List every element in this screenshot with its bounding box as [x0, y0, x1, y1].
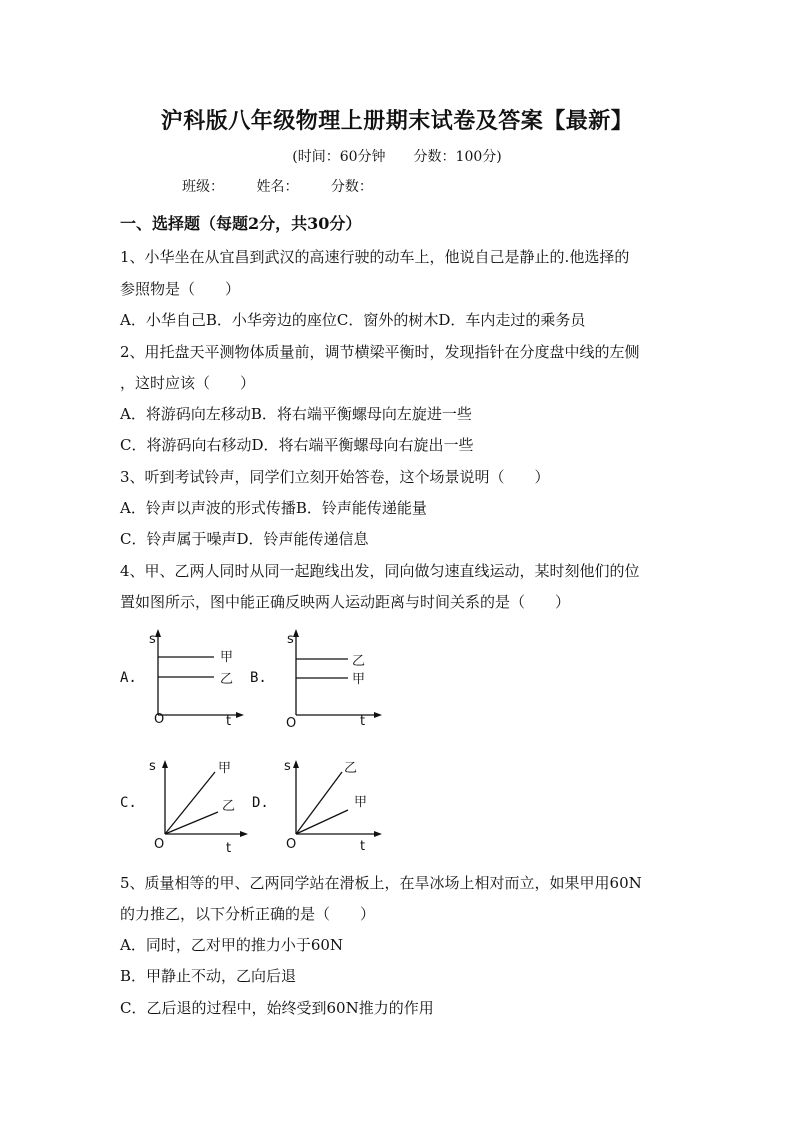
class-label: 班级： [182, 179, 224, 195]
origin-label: O [154, 712, 165, 727]
question-3-options-ab: A．铃声以声波的形式传播B．铃声能传递能量 [120, 499, 427, 517]
series-label-lower: 甲 [354, 795, 368, 810]
student-info [182, 176, 401, 196]
question-4-line-1: 4、甲、乙两人同时从同一起跑线出发，同向做匀速直线运动，某时刻他们的位 [120, 562, 640, 580]
line-upper [296, 772, 342, 834]
question-5-option-a: A．同时，乙对甲的推力小于60N [120, 936, 344, 954]
x-axis-arrow [240, 831, 248, 837]
name-label: 姓名： [256, 179, 299, 195]
question-2-line-1: 2、用托盘天平测物体质量前，调节横梁平衡时，发现指针在分度盘中线的左侧 [120, 343, 640, 361]
origin-label: O [286, 716, 297, 731]
y-axis-arrow [293, 760, 299, 768]
question-2-line-2: ，这时应该（ ） [120, 374, 256, 392]
question-5-option-b: B．甲静止不动，乙向后退 [120, 967, 297, 985]
x-axis-label: t [360, 839, 366, 854]
graph-option-c [140, 752, 250, 857]
question-2-options-cd: C．将游码向右移动D．将右端平衡螺母向右旋出一些 [120, 436, 474, 454]
y-axis-arrow [155, 629, 161, 637]
x-axis-label: t [226, 714, 232, 729]
x-axis-label: t [360, 714, 366, 729]
series-label-lower: 乙 [222, 799, 236, 814]
graph-option-d [278, 752, 388, 857]
series-label-lower: 甲 [352, 672, 366, 687]
option-b-label: B. [250, 670, 267, 686]
y-axis-label: s [284, 759, 291, 774]
x-axis-arrow [374, 712, 382, 718]
question-3-options-cd: C．铃声属于噪声D．铃声能传递信息 [120, 530, 369, 548]
series-label-lower: 乙 [220, 672, 234, 687]
line-lower [296, 810, 348, 834]
question-1-line-2: 参照物是（ ） [120, 280, 241, 298]
origin-label: O [286, 837, 297, 852]
y-axis-label: s [287, 632, 294, 647]
section-heading: 一、选择题（每题2分，共30分） [120, 214, 362, 233]
series-label-upper: 甲 [220, 650, 234, 665]
question-5-option-c: C．乙后退的过程中，始终受到60N推力的作用 [120, 999, 434, 1017]
series-label-upper: 乙 [352, 654, 366, 669]
series-label-upper: 甲 [218, 761, 232, 776]
total-score: 分数：100分) [413, 149, 502, 165]
origin-label: O [154, 837, 165, 852]
series-label-upper: 乙 [344, 761, 358, 776]
page-title: 沪科版八年级物理上册期末试卷及答案【最新】 [160, 108, 634, 134]
question-5-line-1: 5、质量相等的甲、乙两同学站在滑板上，在旱冰场上相对而立，如果甲用60N [120, 874, 642, 892]
question-4-line-2: 置如图所示，图中能正确反映两人运动距离与时间关系的是（ ） [120, 593, 571, 611]
y-axis-label: s [149, 632, 156, 647]
x-axis-arrow [236, 712, 244, 718]
graph-option-b [278, 625, 388, 730]
question-2-options-ab: A．将游码向左移动B．将右端平衡螺母向左旋进一些 [120, 405, 472, 423]
time-limit: (时间：60分钟 [292, 149, 386, 165]
graph-option-a [140, 625, 250, 730]
exam-subtitle [0, 146, 794, 166]
line-lower [165, 812, 218, 834]
option-d-label: D. [252, 795, 269, 811]
question-1-line-1: 1、小华坐在从宜昌到武汉的高速行驶的动车上，他说自己是静止的.他选择的 [120, 248, 630, 266]
y-axis-label: s [149, 759, 156, 774]
y-axis-arrow [293, 629, 299, 637]
question-1-options: A．小华自己B．小华旁边的座位C．窗外的树木D．车内走过的乘务员 [120, 311, 586, 329]
question-5-line-2: 的力推乙，以下分析正确的是（ ） [120, 905, 376, 923]
x-axis-label: t [226, 841, 232, 856]
line-upper [165, 772, 215, 834]
option-c-label: C. [120, 795, 137, 811]
y-axis-arrow [162, 760, 168, 768]
score-label: 分数： [330, 179, 373, 195]
x-axis-arrow [374, 831, 382, 837]
question-3-line-1: 3、听到考试铃声，同学们立刻开始答卷，这个场景说明（ ） [120, 468, 550, 486]
option-a-label: A. [120, 670, 137, 686]
